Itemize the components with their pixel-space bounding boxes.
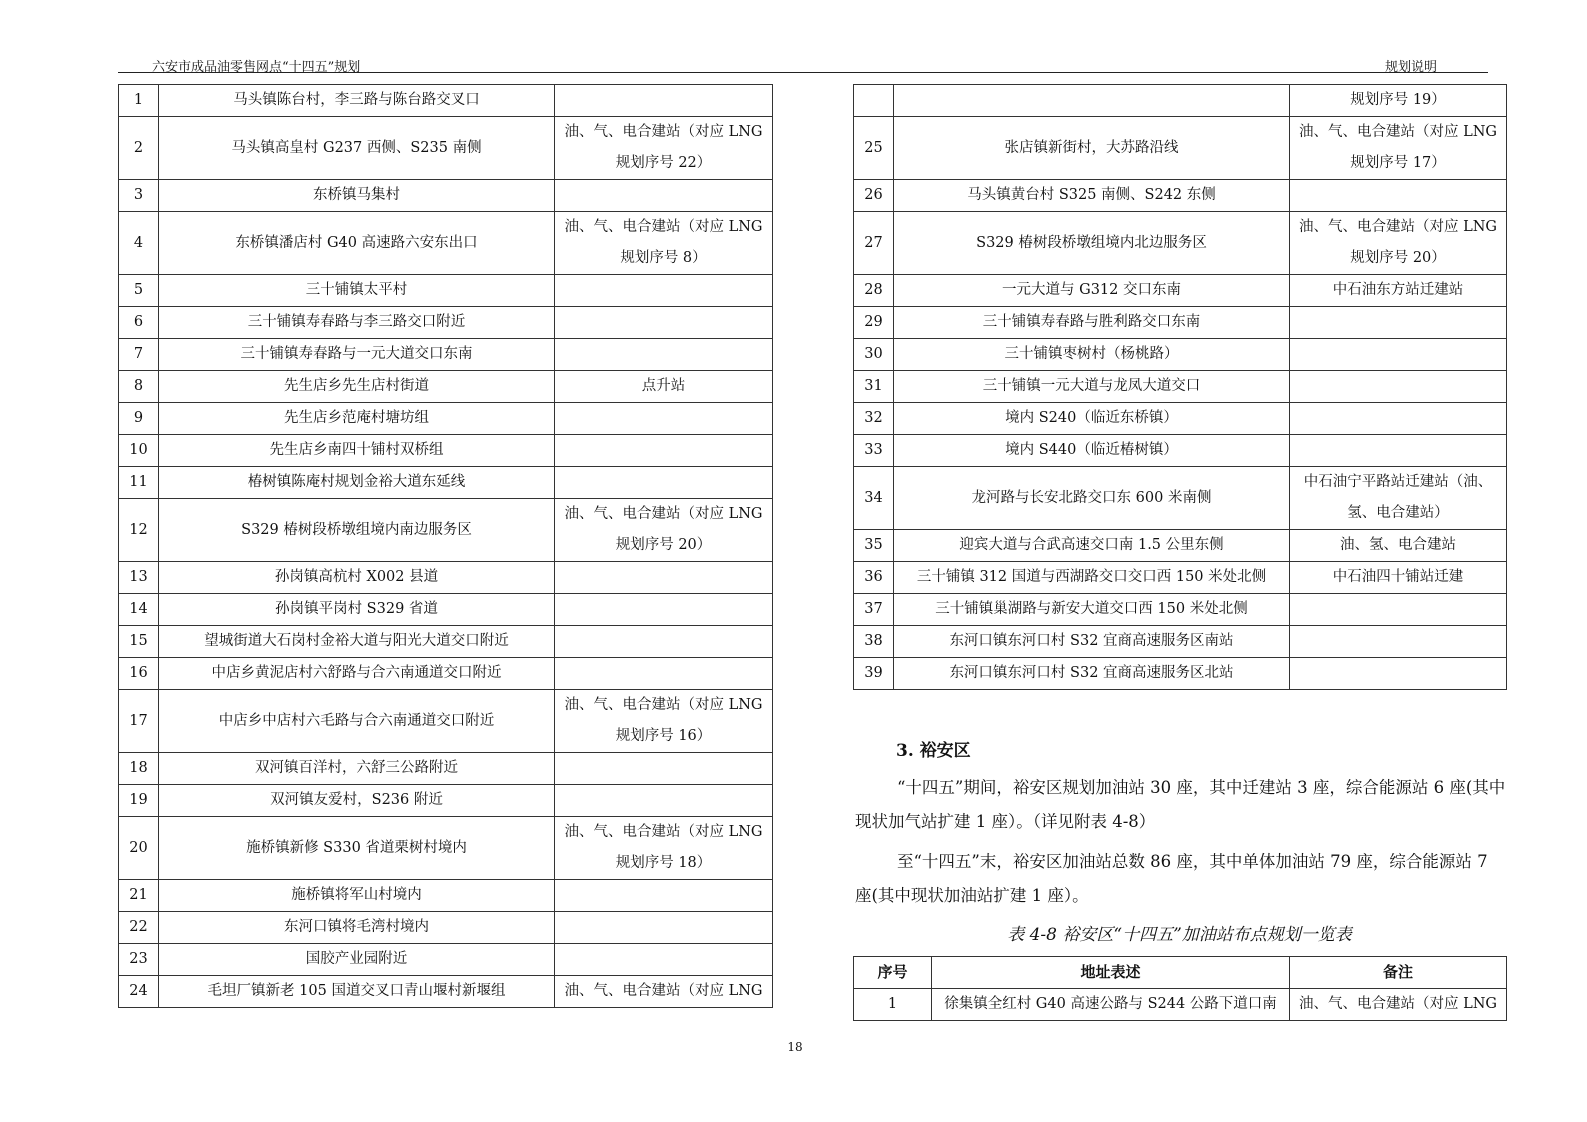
cell-note [555, 880, 773, 912]
table-row [854, 530, 1507, 562]
section-paragraph-1: “十四五”期间，裕安区规划加油站 30 座，其中迁建站 3 座，综合能源站 6 座(其中现状加气站扩建 1 座）。（详见附表 4-8） [855, 778, 1506, 831]
cell-addr: 中店乡黄泥店村六舒路与合六南通道交口附近 [159, 658, 555, 690]
table-caption: 表 4-8 裕安区“十四五”加油站布点规划一览表 [1007, 925, 1352, 945]
cell-no: 7 [119, 339, 159, 371]
cell-no: 39 [854, 658, 894, 690]
cell-note: 油、氢、电合建站 [1290, 530, 1507, 562]
cell-addr: 三十铺镇寿春路与一元大道交口东南 [159, 339, 555, 371]
table-row [119, 212, 773, 275]
cell-addr: 东桥镇潘店村 G40 高速路六安东出口 [159, 212, 555, 275]
cell-addr: 孙岗镇高杭村 X002 县道 [159, 562, 555, 594]
cell-no: 26 [854, 180, 894, 212]
yuan-station-table [853, 956, 1507, 1021]
cell-addr: 迎宾大道与合武高速交口南 1.5 公里东侧 [894, 530, 1290, 562]
cell-addr: 三十铺镇 312 国道与西湖路交口交口西 150 米处北侧 [894, 562, 1290, 594]
cell-addr: 马头镇高皇村 G237 西侧、S235 南侧 [159, 117, 555, 180]
cell-no: 30 [854, 339, 894, 371]
cell-no: 15 [119, 626, 159, 658]
cell-addr: 双河镇百洋村，六舒三公路附近 [159, 753, 555, 785]
cell-addr: 国胶产业园附近 [159, 944, 555, 976]
cell-addr: 东河口镇东河口村 S32 宜商高速服务区南站 [894, 626, 1290, 658]
table-row [854, 85, 1507, 117]
table-row [854, 180, 1507, 212]
cell-note [555, 658, 773, 690]
cell-no: 23 [119, 944, 159, 976]
cell-no: 24 [119, 976, 159, 1008]
table-row [854, 117, 1507, 180]
cell-addr: 马头镇黄台村 S325 南侧、S242 东侧 [894, 180, 1290, 212]
cell-no: 36 [854, 562, 894, 594]
cell-no: 10 [119, 435, 159, 467]
cell-no: 19 [119, 785, 159, 817]
cell-no: 34 [854, 467, 894, 530]
table-row [119, 180, 773, 212]
table-row [854, 212, 1507, 275]
cell-note [555, 85, 773, 117]
table-row [854, 275, 1507, 307]
header-cell-note: 备注 [1290, 957, 1507, 989]
section-paragraph-2: 至“十四五”末，裕安区加油站总数 86 座，其中单体加油站 79 座，综合能源站 7 座(其中现状加油站扩建 1 座）。 [855, 852, 1488, 905]
cell-no: 13 [119, 562, 159, 594]
header-title: 六安市成品油零售网点“十四五”规划 [152, 60, 361, 75]
cell-no: 16 [119, 658, 159, 690]
cell-note [555, 785, 773, 817]
section-title: 3. 裕安区 [896, 741, 971, 761]
cell-no: 29 [854, 307, 894, 339]
cell-note [555, 180, 773, 212]
table-row [854, 658, 1507, 690]
cell-note: 油、气、电合建站（对应 LNG [555, 976, 773, 1008]
cell-addr [894, 85, 1290, 117]
cell-addr: 三十铺镇一元大道与龙凤大道交口 [894, 371, 1290, 403]
table-row [854, 435, 1507, 467]
cell-note: 中石油东方站迁建站 [1290, 275, 1507, 307]
table-row [119, 371, 773, 403]
cell-note: 油、气、电合建站（对应 LNG 规划序号 16） [555, 690, 773, 753]
cell-no: 8 [119, 371, 159, 403]
cell-note: 油、气、电合建站（对应 LNG [1290, 989, 1507, 1021]
table-row [119, 85, 773, 117]
left-station-table [118, 84, 773, 1008]
cell-addr: 孙岗镇平岗村 S329 省道 [159, 594, 555, 626]
cell-note [1290, 180, 1507, 212]
cell-note [1290, 403, 1507, 435]
table-row [854, 307, 1507, 339]
cell-addr: 先生店乡先生店村街道 [159, 371, 555, 403]
cell-addr: 东河口镇东河口村 S32 宜商高速服务区北站 [894, 658, 1290, 690]
cell-no: 28 [854, 275, 894, 307]
cell-addr: S329 椿树段桥墩组境内南边服务区 [159, 499, 555, 562]
cell-addr: 境内 S240（临近东桥镇） [894, 403, 1290, 435]
cell-note [1290, 626, 1507, 658]
cell-no: 4 [119, 212, 159, 275]
cell-note [555, 275, 773, 307]
cell-no: 11 [119, 467, 159, 499]
table-row [119, 817, 773, 880]
cell-note [555, 403, 773, 435]
cell-note [555, 626, 773, 658]
cell-addr: 徐集镇全红村 G40 高速公路与 S244 公路下道口南 [932, 989, 1290, 1021]
cell-addr: 中店乡中店村六毛路与合六南通道交口附近 [159, 690, 555, 753]
cell-no: 1 [854, 989, 932, 1021]
table-row [119, 658, 773, 690]
cell-no: 38 [854, 626, 894, 658]
cell-no: 5 [119, 275, 159, 307]
cell-addr: 张店镇新街村，大苏路沿线 [894, 117, 1290, 180]
header-rule [118, 72, 1488, 73]
table-row [119, 435, 773, 467]
cell-addr: 三十铺镇枣树村（杨桃路） [894, 339, 1290, 371]
cell-note [555, 435, 773, 467]
table-row [854, 626, 1507, 658]
cell-no: 1 [119, 85, 159, 117]
cell-no: 17 [119, 690, 159, 753]
cell-note [555, 753, 773, 785]
cell-note [1290, 435, 1507, 467]
cell-addr: 椿树镇陈庵村规划金裕大道东延线 [159, 467, 555, 499]
cell-note: 油、气、电合建站（对应 LNG 规划序号 20） [555, 499, 773, 562]
table-row [854, 562, 1507, 594]
cell-note [555, 944, 773, 976]
cell-addr: 三十铺镇寿春路与李三路交口附近 [159, 307, 555, 339]
cell-addr: 东桥镇马集村 [159, 180, 555, 212]
table-row [119, 626, 773, 658]
cell-addr: 三十铺镇寿春路与胜利路交口东南 [894, 307, 1290, 339]
cell-no: 20 [119, 817, 159, 880]
cell-addr: 一元大道与 G312 交口东南 [894, 275, 1290, 307]
cell-note: 中石油四十铺站迁建 [1290, 562, 1507, 594]
cell-no: 33 [854, 435, 894, 467]
cell-no: 2 [119, 117, 159, 180]
table-row [119, 403, 773, 435]
table-row [119, 275, 773, 307]
table-row [119, 753, 773, 785]
yuan-table-body [854, 989, 1507, 1021]
cell-addr: 东河口镇将毛湾村境内 [159, 912, 555, 944]
table-row [119, 339, 773, 371]
cell-addr: 三十铺镇巢湖路与新安大道交口西 150 米处北侧 [894, 594, 1290, 626]
cell-addr: 毛坦厂镇新老 105 国道交叉口青山堰村新堰组 [159, 976, 555, 1008]
table-row [854, 467, 1507, 530]
cell-note: 油、气、电合建站（对应 LNG 规划序号 18） [555, 817, 773, 880]
cell-no [854, 85, 894, 117]
cell-note: 油、气、电合建站（对应 LNG 规划序号 17） [1290, 117, 1507, 180]
cell-note [1290, 371, 1507, 403]
cell-no: 12 [119, 499, 159, 562]
table-row [119, 785, 773, 817]
cell-addr: 三十铺镇太平村 [159, 275, 555, 307]
cell-note [555, 339, 773, 371]
cell-note [1290, 658, 1507, 690]
cell-note [555, 467, 773, 499]
table-row [119, 562, 773, 594]
cell-no: 3 [119, 180, 159, 212]
cell-note [555, 912, 773, 944]
cell-no: 6 [119, 307, 159, 339]
cell-note: 中石油宁平路站迁建站（油、氢、电合建站） [1290, 467, 1507, 530]
table-row [854, 403, 1507, 435]
table-row [854, 371, 1507, 403]
table-row [119, 690, 773, 753]
cell-addr: 马头镇陈台村，李三路与陈台路交叉口 [159, 85, 555, 117]
table-row [119, 976, 773, 1008]
cell-addr: 先生店乡南四十铺村双桥组 [159, 435, 555, 467]
cell-note [1290, 594, 1507, 626]
left-table-body [119, 85, 773, 1008]
cell-note: 油、气、电合建站（对应 LNG 规划序号 20） [1290, 212, 1507, 275]
cell-addr: S329 椿树段桥墩组境内北边服务区 [894, 212, 1290, 275]
table-row [854, 339, 1507, 371]
cell-no: 31 [854, 371, 894, 403]
table-row [119, 912, 773, 944]
cell-note [555, 594, 773, 626]
cell-addr: 先生店乡范庵村塘坊组 [159, 403, 555, 435]
right-station-table [853, 84, 1507, 690]
table-row [119, 307, 773, 339]
cell-no: 27 [854, 212, 894, 275]
page-number: 18 [787, 1040, 803, 1054]
cell-note [1290, 307, 1507, 339]
cell-addr: 境内 S440（临近椿树镇） [894, 435, 1290, 467]
right-table-body [854, 85, 1507, 690]
header-section: 规划说明 [1385, 60, 1438, 75]
table-row [854, 989, 1507, 1021]
cell-no: 14 [119, 594, 159, 626]
cell-note [555, 562, 773, 594]
cell-no: 25 [854, 117, 894, 180]
table-row [119, 467, 773, 499]
cell-note [555, 307, 773, 339]
cell-note [1290, 339, 1507, 371]
cell-addr: 施桥镇将军山村境内 [159, 880, 555, 912]
table-row [119, 117, 773, 180]
cell-addr: 望城街道大石岗村金裕大道与阳光大道交口附近 [159, 626, 555, 658]
header-cell-no: 序号 [854, 957, 932, 989]
cell-no: 9 [119, 403, 159, 435]
cell-addr: 施桥镇新修 S330 省道栗树村境内 [159, 817, 555, 880]
cell-note: 点升站 [555, 371, 773, 403]
table-header-row [854, 957, 1507, 989]
cell-no: 21 [119, 880, 159, 912]
table-row [119, 880, 773, 912]
cell-no: 37 [854, 594, 894, 626]
cell-no: 35 [854, 530, 894, 562]
cell-addr: 龙河路与长安北路交口东 600 米南侧 [894, 467, 1290, 530]
cell-note: 油、气、电合建站（对应 LNG 规划序号 22） [555, 117, 773, 180]
table-row [854, 594, 1507, 626]
cell-no: 32 [854, 403, 894, 435]
cell-no: 18 [119, 753, 159, 785]
cell-no: 22 [119, 912, 159, 944]
header-cell-addr: 地址表述 [932, 957, 1290, 989]
table-row [119, 944, 773, 976]
table-row [119, 499, 773, 562]
cell-addr: 双河镇友爱村，S236 附近 [159, 785, 555, 817]
table-row [119, 594, 773, 626]
cell-note: 规划序号 19） [1290, 85, 1507, 117]
cell-note: 油、气、电合建站（对应 LNG 规划序号 8） [555, 212, 773, 275]
